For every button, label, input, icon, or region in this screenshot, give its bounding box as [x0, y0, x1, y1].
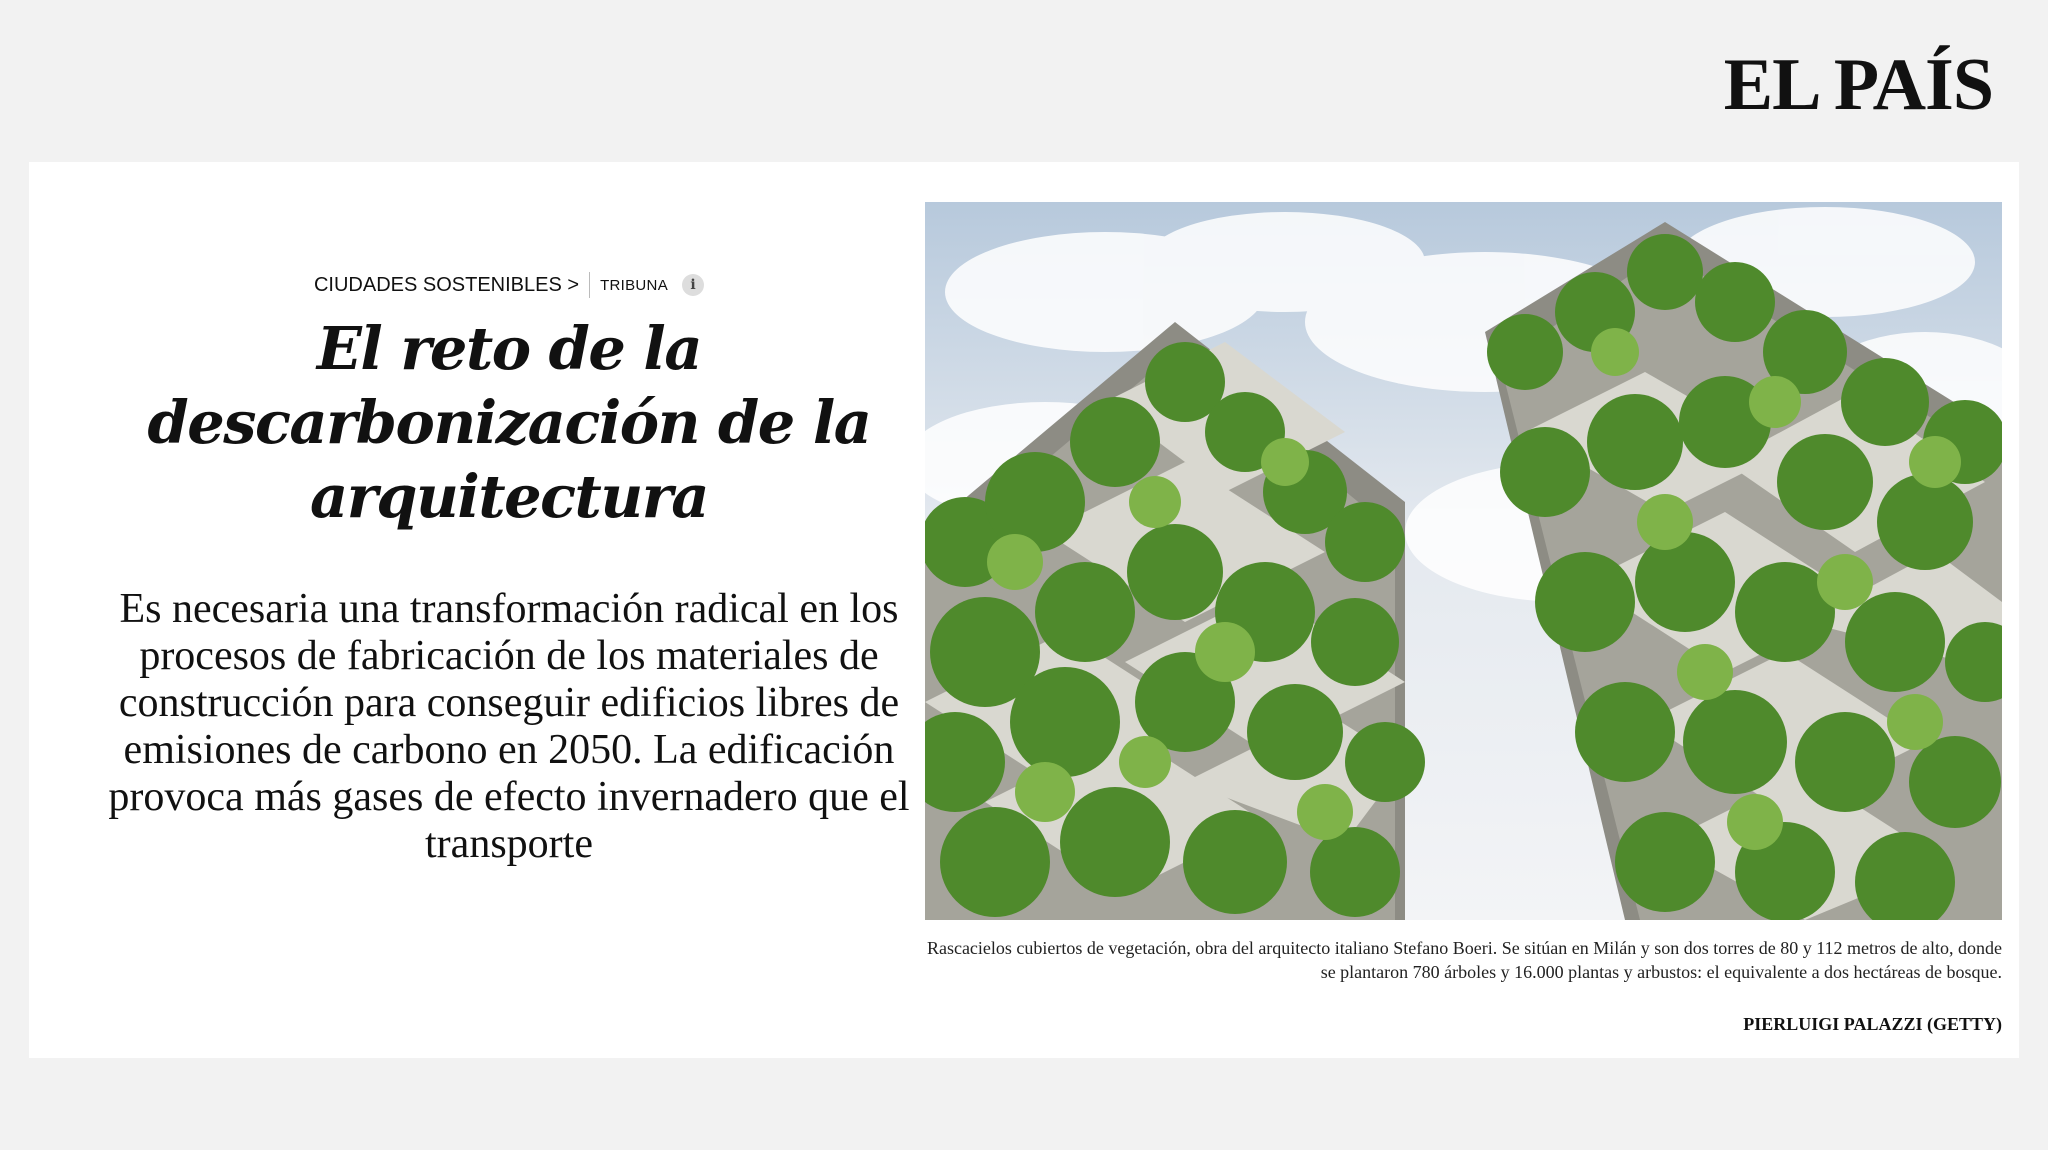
info-icon[interactable]: i: [682, 274, 704, 296]
vertical-forest-illustration: [925, 202, 2002, 920]
photo-credit: PIERLUIGI PALAZZI (GETTY): [1743, 1014, 2002, 1034]
article-header: [99, 272, 919, 868]
article-photo[interactable]: [925, 202, 2002, 920]
section-link[interactable]: CIUDADES SOSTENIBLES >: [313, 273, 580, 296]
article-card: [29, 162, 2019, 1058]
photo-caption: Rascacielos cubiertos de vegetación, obra del arquitecto italiano Stefano Boeri. Se sitúan en Milán y son dos torres de 80 y 112 metros de alto, donde se plantaron 780 árboles y 16.000 plantas y arbustos: el equivalente a dos hectáreas de bosque.: [926, 938, 2002, 982]
kicker-divider: [589, 272, 590, 298]
article-type-tag: TRIBUNA: [600, 276, 668, 294]
el-pais-logo[interactable]: EL PAÍS: [1723, 44, 1993, 126]
subtitle: Es necesaria una transformación radical en los procesos de fabricación de los materiales de construcción para conseguir edificios libres de emisiones de carbono en 2050. La edificación provoca más gases de efecto invernadero que el transporte: [108, 586, 910, 867]
kicker: [99, 272, 919, 298]
headline: El reto de la descarbonización de la arquitectura: [147, 314, 871, 531]
